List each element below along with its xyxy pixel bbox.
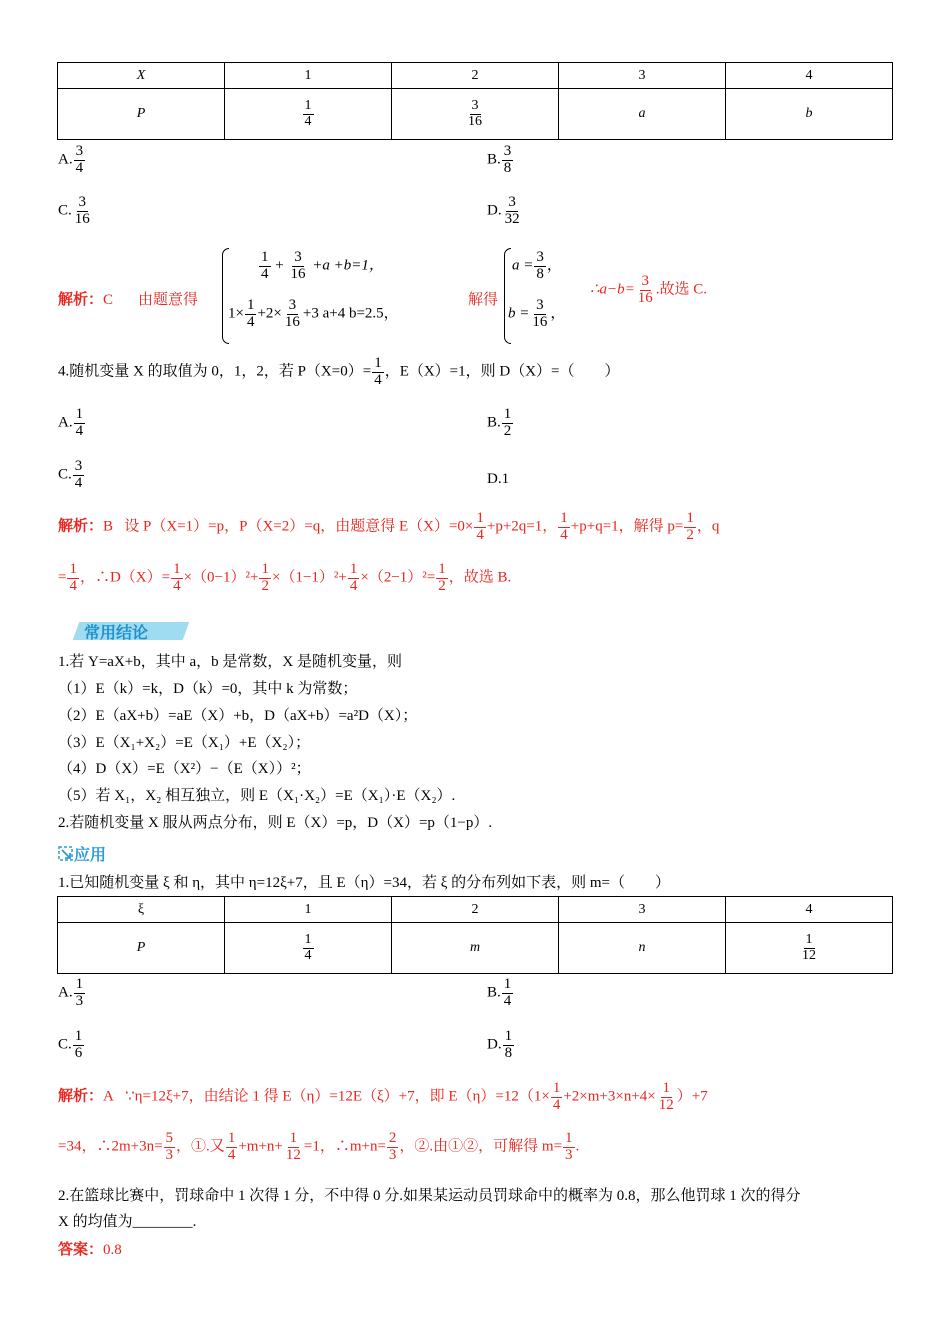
table2-cell: $\frac{1}{12}$ [726, 923, 893, 974]
q3-option-a: A. $\frac{3}{4}$ [58, 143, 84, 176]
apply-answer: 答案：0.8 [58, 1240, 122, 1258]
q3-analysis-text: 由题意得 [138, 292, 199, 308]
conclusion-item: 2.若随机变量 X 服从两点分布，则 E（X）=p，D（X）=p（1−p）. [58, 815, 493, 831]
q3-solve-text: 解得 [468, 292, 499, 308]
q3-solution-b: b = $\frac{3}{16}$ ， [508, 297, 566, 330]
distribution-table-1 [57, 62, 893, 140]
q4-option-d: D.1 [487, 471, 510, 487]
table2-cell: m [392, 923, 559, 974]
table1-cell: a [559, 89, 726, 140]
apply-heading: 应用 [58, 842, 106, 865]
q4-option-c: C. $\frac{3}{4}$ [58, 458, 83, 491]
q4-stem: 4.随机变量 X 的取值为 0，1，2，若 P（X=0）= $\frac{1}{4}$ ，E（X）=1，则 D（X）=（ ） [58, 355, 620, 388]
q3-option-c: C. $\frac{3}{16}$ [58, 194, 90, 227]
table2-row-label: P [58, 923, 225, 974]
table2-header-cell: 2 [392, 897, 559, 923]
distribution-table-2 [57, 896, 893, 974]
table2-header-cell: 1 [225, 897, 392, 923]
q4-option-b: B. $\frac{1}{2}$ [487, 406, 512, 439]
q3-analysis-label: 解析：C [58, 290, 114, 308]
table1-header-cell: 4 [726, 63, 893, 89]
q3-option-b: B. $\frac{3}{8}$ [487, 143, 512, 176]
q4-analysis-line-2: = $\frac{1}{4}$ ，∴D（X）= $\frac{1}{4}$ ×（0−1）²+ $\frac{1}{2}$ ×（1−1）²+ $\frac{1}{4}$ ×（2−1）²= $\frac{1}{2}$ ，故选 B. [58, 561, 512, 594]
table1-header-cell: 2 [392, 63, 559, 89]
conclusion-item: （5）若 X₁，X₂ 相互独立，则 E（X₁·X₂）=E（X₁）·E（X₂）. [58, 788, 456, 804]
apply-option-c: C. $\frac{1}{6}$ [58, 1028, 83, 1061]
conclusion-item: （1）E（k）=k，D（k）=0，其中 k 为常数； [58, 681, 358, 697]
table1-header-cell: X [58, 63, 225, 89]
table2-header-cell: 3 [559, 897, 726, 923]
table2-header-cell: ξ [58, 897, 225, 923]
table1-row-label: P [58, 89, 225, 140]
table1-cell: $\frac{3}{16}$ [392, 89, 559, 140]
apply-analysis-line-1: 解析：A ∵η=12ξ+7，由结论 1 得 E（η）=12E（ξ）+7，即 E（η）=12（1× $\frac{1}{4}$ +2×m+3×n+4× $\frac{1}{12}$ ）+7 [58, 1080, 708, 1113]
table2-header-cell: 4 [726, 897, 893, 923]
apply-q2-line-2: X 的均值为________. [58, 1214, 197, 1230]
conclusion-item: （4）D（X）=E（X²）−（E（X））²； [58, 761, 311, 777]
apply-option-a: A. $\frac{1}{3}$ [58, 976, 84, 1009]
apply-q2-line-1: 2.在篮球比赛中，罚球命中 1 次得 1 分，不中得 0 分.如果某运动员罚球命中的概率为 0.8，那么他罚球 1 次的得分 [58, 1188, 801, 1204]
table1-header-cell: 3 [559, 63, 726, 89]
table1-cell: b [726, 89, 893, 140]
table2-cell: $\frac{1}{4}$ [225, 923, 392, 974]
table2-cell: n [559, 923, 726, 974]
q4-option-a: A. $\frac{1}{4}$ [58, 406, 84, 439]
conclusion-item: （3）E（X₁+X₂）=E（X₁）+E（X₂）； [58, 735, 311, 751]
conclusion-item: （2）E（aX+b）=aE（X）+b，D（aX+b）=a²D（X）； [58, 708, 418, 724]
q3-solution-a: a = $\frac{3}{8}$ ， [512, 249, 562, 282]
apply-analysis-line-2: =34，∴2m+3n= $\frac{5}{3}$ ，①.又 $\frac{1}{4}$ +m+n+ $\frac{1}{12}$ =1，∴m+n= $\frac{2}{3}$ ，②.由①②，可解得 m= $\frac{1}{3}$ . [58, 1130, 580, 1163]
q3-conclusion: ∴a−b= $\frac{3}{16}$ .故选 C. [590, 273, 708, 306]
conclusion-item: 1.若 Y=aX+b，其中 a，b 是常数，X 是随机变量，则 [58, 654, 402, 670]
q3-equation-1: $\frac{1}{4}$ + $\frac{3}{16}$ +a +b=1， [261, 249, 384, 282]
apply-option-b: B. $\frac{1}{4}$ [487, 976, 512, 1009]
conclusions-badge: 常用结论 [62, 620, 186, 642]
apply-q1-stem: 1.已知随机变量 ξ 和 η，其中 η=12ξ+7，且 E（η）=34，若 ξ 的分布列如下表，则 m=（ ） [58, 875, 671, 891]
apply-option-d: D. $\frac{1}{8}$ [487, 1028, 513, 1061]
q3-equation-2: 1× $\frac{1}{4}$ +2× $\frac{3}{16}$ +3 a+4 b=2.5， [228, 297, 399, 330]
table1-cell: $\frac{1}{4}$ [225, 89, 392, 140]
q4-analysis-line-1: 解析：B 设 P（X=1）=p，P（X=2）=q，由题意得 E（X）=0× $\frac{1}{4}$ +p+2q=1， $\frac{1}{4}$ +p+q=1，解得 p= $\frac{1}{2}$ ，q [58, 510, 720, 543]
apply-arrow-icon [58, 846, 74, 862]
table1-header-cell: 1 [225, 63, 392, 89]
q3-option-d: D. $\frac{3}{32}$ [487, 194, 520, 227]
